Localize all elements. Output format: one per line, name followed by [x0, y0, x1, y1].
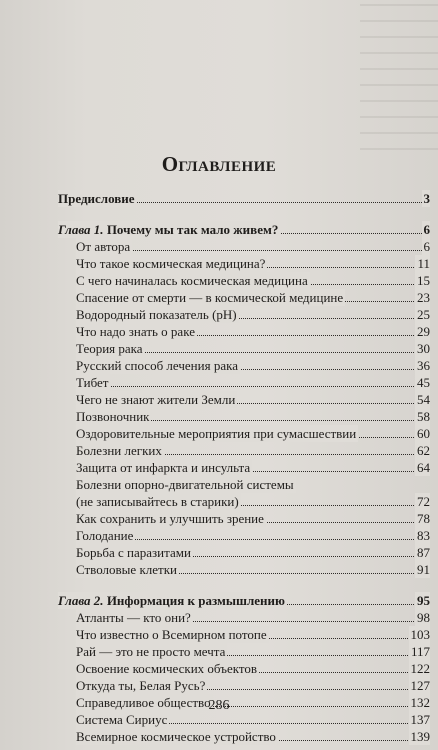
toc-label: Атланты — кто они? [76, 610, 191, 625]
toc-chapter-1[interactable] [58, 221, 430, 238]
toc-label: Что известно о Всемирном потопе [76, 627, 267, 642]
toc-item[interactable] [76, 442, 430, 459]
toc-item[interactable] [76, 391, 430, 408]
leader-dots [76, 386, 430, 387]
toc-page-number: 132 [410, 695, 430, 710]
toc-page-number: 6 [423, 222, 430, 237]
toc-label: С чего начиналась космическая медицина [76, 273, 308, 288]
toc-label: Защита от инфаркта и инсульта [76, 460, 251, 475]
chapter-title: Почему мы так мало живем? [106, 222, 279, 237]
toc-page-number: 29 [417, 324, 430, 339]
toc-page-number: 25 [417, 307, 430, 322]
toc-label: Чего не знают жители Земли [76, 392, 236, 407]
toc-item-line-1[interactable] [76, 476, 430, 493]
toc-chapter-label [58, 592, 287, 609]
toc-page-number: 60 [417, 426, 430, 441]
toc-label: Справедливое общество [76, 695, 211, 710]
toc-page-number: 45 [417, 375, 430, 390]
toc-label: Откуда ты, Белая Русь? [76, 678, 206, 693]
toc-page-number: 98 [417, 610, 430, 625]
toc-item[interactable] [76, 357, 430, 374]
toc-item[interactable] [76, 643, 430, 660]
toc-page-number: 122 [410, 661, 430, 676]
toc-label: Водородный показатель (pH) [76, 307, 237, 322]
toc-item[interactable] [76, 340, 430, 357]
toc-item[interactable] [76, 425, 430, 442]
toc-page-number: 11 [417, 256, 430, 271]
toc-item[interactable] [76, 677, 430, 694]
toc-page-number: 137 [410, 712, 430, 727]
toc-page-number: 91 [417, 562, 430, 577]
toc-label: Болезни легких [76, 443, 162, 458]
toc-label: Теория рака [76, 341, 143, 356]
page-title: Оглавление [161, 152, 277, 176]
toc-item[interactable] [76, 544, 430, 561]
toc-page-number: 3 [423, 191, 430, 206]
toc-label: Что надо знать о раке [76, 324, 195, 339]
toc-item[interactable] [76, 408, 430, 425]
chapter-number: Глава 2. [58, 593, 104, 608]
toc-item[interactable] [76, 561, 430, 578]
toc-page-number: 72 [417, 494, 430, 509]
toc-page-number: 58 [417, 409, 430, 424]
toc-page-number: 83 [417, 528, 430, 543]
toc-preface[interactable] [58, 190, 430, 207]
toc-label: Освоение космических объектов [76, 661, 258, 676]
bleed-through-text [360, 0, 438, 150]
toc-item[interactable] [76, 510, 430, 527]
toc-page-number: 62 [417, 443, 430, 458]
toc-label: Как сохранить и улучшить зрение [76, 511, 264, 526]
toc-item[interactable] [76, 527, 430, 544]
toc-label: Спасение от смерти — в космической медицине [76, 290, 344, 305]
toc-item[interactable] [76, 728, 430, 745]
toc-label: Система Сириус [76, 712, 168, 727]
toc-label: Русский способ лечения рака [76, 358, 238, 373]
toc-item[interactable] [76, 374, 430, 391]
toc-item[interactable] [76, 255, 430, 272]
toc-page-number: 64 [417, 460, 430, 475]
toc-label: Что такое космическая медицина? [76, 256, 266, 271]
toc-item[interactable] [76, 272, 430, 289]
toc-page-number: 78 [417, 511, 430, 526]
page-number-footer: 286 [208, 698, 230, 713]
toc-page-number: 36 [417, 358, 430, 373]
toc-page-number: 30 [417, 341, 430, 356]
toc-label: Тибет [76, 375, 109, 390]
toc-page-number: 87 [417, 545, 430, 560]
toc-label: Борьба с паразитами [76, 545, 191, 560]
toc-item[interactable] [76, 626, 430, 643]
toc-label: Болезни опорно-двигательной системы [76, 477, 294, 492]
toc-label: Стволовые клетки [76, 562, 177, 577]
toc-item[interactable] [76, 660, 430, 677]
toc-page-number: 117 [410, 644, 430, 659]
toc-page-number: 139 [410, 729, 430, 744]
toc-label: Всемирное космическое устройство [76, 729, 276, 744]
toc-item[interactable] [76, 306, 430, 323]
toc-item[interactable] [76, 289, 430, 306]
toc-chapter-2[interactable] [58, 592, 430, 609]
toc-chapter-label [58, 221, 280, 238]
toc-item[interactable] [76, 459, 430, 476]
toc-label: Позвоночник [76, 409, 150, 424]
toc-page-number: 127 [410, 678, 430, 693]
toc-item[interactable] [76, 238, 430, 255]
chapter-title: Информация к размышлению [106, 593, 285, 608]
toc-item[interactable] [76, 609, 430, 626]
toc-item-line-2[interactable] [76, 493, 430, 510]
toc-label: Рай — это не просто мечта [76, 644, 226, 659]
table-of-contents [58, 190, 430, 745]
toc-label: Предисловие [58, 191, 135, 206]
toc-page-number: 23 [417, 290, 430, 305]
toc-item[interactable] [76, 323, 430, 340]
toc-label: Оздоровительные мероприятия при сумасшествии [76, 426, 357, 441]
toc-page-number: 6 [423, 239, 430, 254]
toc-label: От автора [76, 239, 131, 254]
toc-page-number: 54 [417, 392, 430, 407]
toc-page-number: 15 [417, 273, 430, 288]
toc-label-continued: (не записывайтесь в старики) [76, 494, 239, 509]
toc-page-number: 95 [417, 593, 430, 608]
chapter-number: Глава 1. [58, 222, 104, 237]
toc-label: Голодание [76, 528, 134, 543]
toc-page-number: 103 [410, 627, 430, 642]
